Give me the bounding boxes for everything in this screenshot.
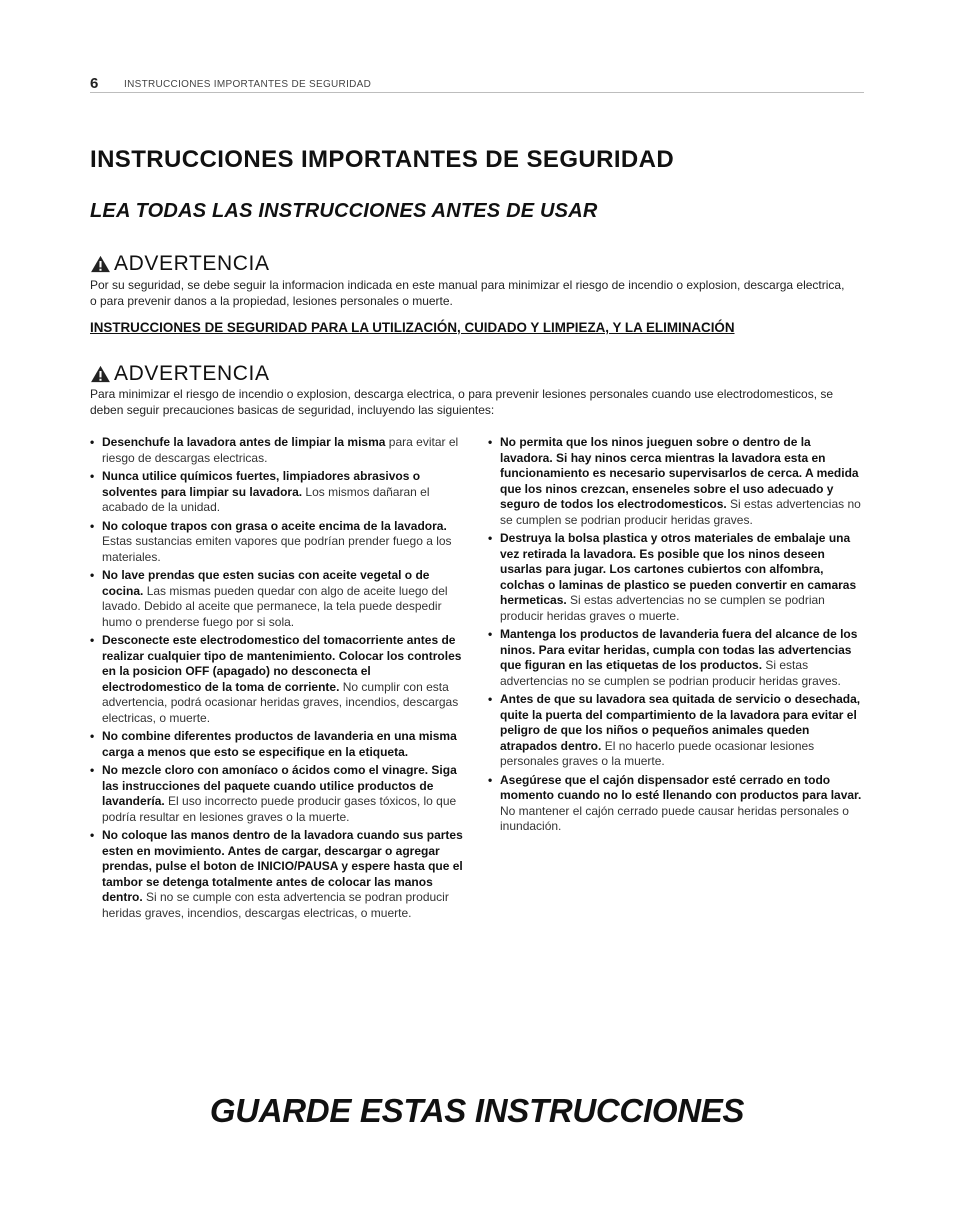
bullet-bold-text: No mezcle cloro con amoníaco o ácidos como el vinagre. Siga las instrucciones del paquete cuando utilice productos de lavandería.	[102, 763, 457, 808]
running-header	[90, 76, 864, 93]
bullet-column-left	[90, 435, 465, 924]
bullet-text: Los mismos dañaran el acabado de la unidad.	[102, 484, 430, 514]
section-heading: INSTRUCCIONES DE SEGURIDAD PARA LA UTILIZACIÓN, CUIDADO Y LIMPIEZA, Y LA ELIMINACIÓN	[90, 320, 735, 335]
bullet-item	[488, 531, 863, 624]
bullet-marker: •	[488, 627, 493, 641]
bullet-marker: •	[90, 763, 95, 777]
bullet-bold-text: No coloque trapos con grasa o aceite encima de la lavadora.	[102, 518, 447, 533]
bullet-marker: •	[90, 469, 95, 483]
bullet-marker: •	[488, 531, 493, 545]
bullet-bold-text: Antes de que su lavadora sea quitada de servicio o desechada, quite la puerta del compartimiento de la lavadora para evitar el peligro de que los niños o pequeños animales queden atrapados dentro.	[500, 692, 861, 753]
running-title: INSTRUCCIONES IMPORTANTES DE SEGURIDAD	[124, 79, 372, 90]
bullet-text: para evitar el riesgo de descargas electricas.	[102, 435, 459, 465]
footer-title: GUARDE ESTAS INSTRUCCIONES	[209, 1092, 745, 1129]
warning-text-1: Por su seguridad, se debe seguir la informacion indicada en este manual para minimizar el riesgo de incendio o explosion, descarga electrica, o para prevenir danos a la propiedad, lesiones personales o muerte.	[90, 278, 845, 308]
bullet-bold-text: No combine diferentes productos de lavanderia en una misma carga a menos que esto se especifique en la etiqueta.	[102, 729, 457, 759]
bullet-text: Si no se cumple con esta advertencia se podran producir heridas graves, incendios, descargas electricas, o muerte.	[102, 890, 449, 920]
bullet-item	[90, 568, 465, 630]
bullet-text: No mantener el cajón cerrado puede causar heridas personales o inundación.	[500, 803, 849, 833]
page-title: INSTRUCCIONES IMPORTANTES DE SEGURIDAD	[90, 146, 675, 173]
bullet-marker: •	[90, 828, 95, 842]
bullet-column-right	[488, 435, 863, 838]
bullet-text: Si estas advertencias no se cumplen se podrian producir heridas graves o muerte.	[500, 593, 825, 623]
warning-triangle-icon	[90, 365, 111, 383]
warning-heading-1	[90, 252, 270, 276]
bullet-text: El no hacerlo puede ocasionar lesiones personales graves o la muerte.	[500, 738, 815, 768]
bullet-item	[488, 773, 863, 835]
bullet-marker: •	[90, 435, 95, 449]
page-number: 6	[90, 75, 99, 92]
bullet-item	[488, 692, 863, 770]
bullet-bold-text: Desconecte este electrodomestico del tomacorriente antes de realizar cualquier tipo de mantenimiento. Colocar los controles en la posicion OFF (apagado) no desconecta el electrodomestico de la toma de corriente.	[102, 633, 462, 694]
bullet-bold-text: Destruya la bolsa plastica y otros materiales de embalaje una vez retirada la lavadora. Es posible que los ninos deseen usarlas para jugar. Los cartones cubiertos con alfombra, colchas o laminas de plastico se pueden convertir en camaras hermeticas.	[500, 531, 857, 607]
bullet-marker: •	[90, 729, 95, 743]
bullet-marker: •	[488, 435, 493, 449]
bullet-item	[90, 633, 465, 726]
warning-triangle-icon	[90, 255, 111, 273]
warning-heading-label: ADVERTENCIA	[114, 362, 270, 385]
bullet-item	[90, 469, 465, 516]
warning-heading-2	[90, 362, 270, 386]
bullet-bold-text: Nunca utilice químicos fuertes, limpiadores abrasivos o solventes para limpiar su lavadora.	[102, 469, 421, 499]
bullet-bold-text: No permita que los ninos jueguen sobre o dentro de la lavadora. Si hay ninos cerca mientras la lavadora esta en funcionamiento es necesario supervisarlos de cerca. A medida que los ninos crezcan, enseneles sobre el uso adecuado y seguro de todos los electrodomesticos.	[500, 435, 859, 511]
bullet-item	[488, 627, 863, 689]
bullet-text: Las mismas pueden quedar con algo de aceite luego del lavado. Debido al aceite que permanece, la tela puede despedir humo o prenderse fuego por si sola.	[102, 583, 448, 629]
bullet-bold-text: No lave prendas que esten sucias con aceite vegetal o de cocina.	[102, 568, 430, 598]
bullet-item	[90, 435, 465, 466]
bullet-marker: •	[90, 633, 95, 647]
bullet-bold-text: Desenchufe la lavadora antes de limpiar la misma	[102, 435, 386, 449]
bullet-bold-text: No coloque las manos dentro de la lavadora cuando sus partes esten en movimiento. Antes de cargar, descargar o agregar prendas, pulse el boton de INICIO/PAUSA y espere hasta que el tambor se detenga totalmente antes de colocar las manos dentro.	[102, 828, 463, 904]
bullet-bold-text: Mantenga los productos de lavanderia fuera del alcance de los ninos. Para evitar heridas, cumpla con todas las advertencias que figuran en las etiquetas de los productos.	[500, 627, 858, 672]
bullet-text: Si estas advertencias no se cumplen se podrian producir heridas graves.	[500, 497, 861, 527]
bullet-item	[90, 763, 465, 825]
bullet-item	[488, 435, 863, 528]
page-subtitle: LEA TODAS LAS INSTRUCCIONES ANTES DE USAR	[90, 200, 598, 222]
bullet-text: El uso incorrecto puede producir gases tóxicos, lo que podría resultar en lesiones graves o la muerte.	[102, 794, 457, 824]
bullet-marker: •	[488, 772, 493, 787]
bullet-marker: •	[90, 518, 95, 533]
bullet-item	[90, 828, 465, 921]
warning-text-2: Para minimizar el riesgo de incendio o explosion, descarga electrica, o para prevenir lesiones personales cuando use electrodomesticos, se deben seguir precauciones basicas de seguridad, incluyendo las siguientes:	[90, 387, 834, 417]
bullet-text: Si estas advertencias no se cumplen se podrian producir heridas graves.	[500, 658, 841, 688]
bullet-item	[90, 729, 465, 760]
warning-heading-label: ADVERTENCIA	[114, 252, 270, 275]
bullet-item	[90, 519, 465, 566]
bullet-marker: •	[488, 692, 493, 706]
bullet-bold-text: Asegúrese que el cajón dispensador esté cerrado en todo momento cuando no lo esté llenando con productos para lavar.	[500, 772, 862, 802]
bullet-text: No cumplir con esta advertencia, podrá ocasionar heridas graves, incendios, descargas electricas, o muerte.	[102, 679, 459, 725]
bullet-marker: •	[90, 568, 95, 582]
bullet-text: Estas sustancias emiten vapores que podrían prender fuego a los materiales.	[102, 534, 452, 564]
